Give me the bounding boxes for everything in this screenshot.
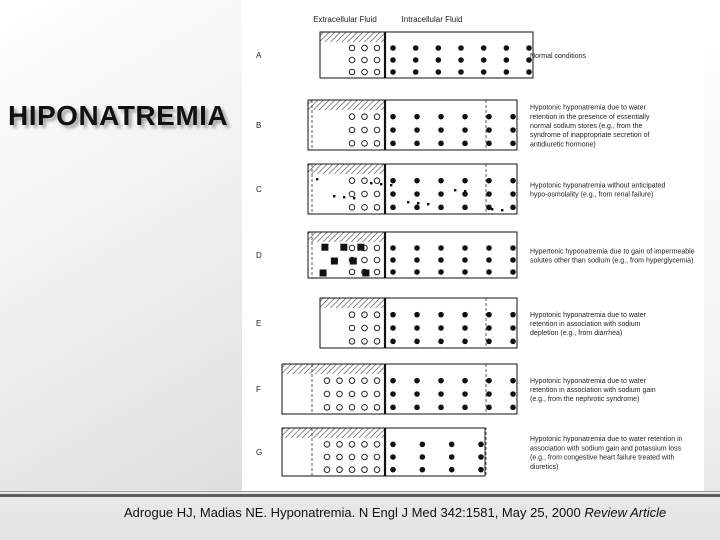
icf-particle <box>458 45 464 51</box>
icf-particle <box>390 442 396 448</box>
ecf-particle <box>374 378 380 384</box>
icf-particle <box>478 442 484 448</box>
panel-caption-line: (e.g., from the nephrotic syndrome) <box>530 396 640 404</box>
icf-particle <box>390 127 396 133</box>
panel-caption-line: Hypotonic hyponatremia due to water <box>530 377 646 385</box>
header-extracellular: Extracellular Fluid <box>313 15 377 24</box>
ecf-particle <box>374 269 380 275</box>
panel-letter: C <box>256 185 262 194</box>
large-solute <box>331 258 338 265</box>
icf-particle <box>414 114 420 120</box>
panel-e <box>256 298 647 348</box>
ecf-particle <box>374 141 380 147</box>
ecf-particle <box>349 442 355 448</box>
ecf-hatch <box>320 32 385 42</box>
icf-particle <box>510 205 516 211</box>
ecf-particle <box>374 325 380 331</box>
icf-particle <box>390 339 396 345</box>
icf-particle <box>390 205 396 211</box>
ecf-particle <box>349 205 355 211</box>
icf-particle <box>414 405 420 411</box>
ecf-particle <box>349 191 355 197</box>
small-solute <box>333 195 335 197</box>
icf-particle <box>390 191 396 197</box>
ecf-particle <box>349 127 355 133</box>
small-solute <box>501 209 503 211</box>
panel-a <box>256 32 587 78</box>
panel-c <box>256 164 666 214</box>
icf-particle <box>504 45 510 51</box>
icf-particle <box>510 405 516 411</box>
icf-particle <box>390 257 396 263</box>
panel-caption-line: syndrome of inappropriate secretion of <box>530 132 650 140</box>
ecf-particle <box>362 467 368 473</box>
ecf-particle <box>362 339 368 345</box>
small-solute <box>343 196 345 198</box>
panel-caption-line: depletion (e.g., from diarrhea) <box>530 330 623 338</box>
ecf-particle <box>324 454 330 460</box>
icf-particle <box>438 205 444 211</box>
header-intracellular: Intracellular Fluid <box>401 15 463 24</box>
ecf-particle <box>362 127 368 133</box>
icf-particle <box>462 312 468 318</box>
ecf-particle <box>374 45 380 51</box>
small-solute <box>390 184 392 186</box>
icf-particle <box>436 69 442 75</box>
icf-particle <box>438 127 444 133</box>
small-solute <box>464 190 466 192</box>
ecf-hatch <box>308 232 385 242</box>
ecf-particle <box>324 442 330 448</box>
icf-particle <box>458 57 464 63</box>
icf-particle <box>449 467 455 473</box>
ecf-particle <box>349 45 355 51</box>
panel-letter: F <box>256 385 261 394</box>
ecf-particle <box>374 245 380 251</box>
icf-particle <box>438 141 444 147</box>
icf-particle <box>414 141 420 147</box>
panel-caption-line: solutes other than sodium (e.g., from hyperglycemia) <box>530 257 694 265</box>
icf-particle <box>462 378 468 384</box>
icf-particle <box>510 127 516 133</box>
icf-particle <box>462 269 468 275</box>
panel-caption-line: Hypotonic hyponatremia due to water <box>530 104 646 112</box>
ecf-particle <box>349 178 355 184</box>
small-solute <box>370 182 372 184</box>
panel-d <box>256 232 695 278</box>
icf-particle <box>390 57 396 63</box>
panel-caption-line: retention in association with sodium <box>530 321 641 328</box>
ecf-particle <box>337 378 343 384</box>
small-solute <box>380 183 382 185</box>
icf-particle <box>462 325 468 331</box>
icf-particle <box>390 391 396 397</box>
ecf-particle <box>374 405 380 411</box>
icf-particle <box>462 141 468 147</box>
icf-particle <box>478 467 484 473</box>
small-solute <box>454 189 456 191</box>
icf-particle <box>486 325 492 331</box>
icf-particle <box>462 339 468 345</box>
ecf-particle <box>349 57 355 63</box>
panel-letter: B <box>256 121 262 130</box>
icf-particle <box>413 69 419 75</box>
large-solute <box>320 269 327 276</box>
citation <box>124 505 684 521</box>
icf-particle <box>486 127 492 133</box>
icf-particle <box>414 205 420 211</box>
icf-particle <box>510 245 516 251</box>
ecf-particle <box>362 312 368 318</box>
icf-particle <box>390 269 396 275</box>
ecf-particle <box>349 245 355 251</box>
panel-caption-line: Hypotonic hyponatremia without anticipated <box>530 182 666 190</box>
icf-particle <box>414 257 420 263</box>
ecf-hatch <box>282 428 385 438</box>
ecf-particle <box>324 467 330 473</box>
fluid-compartment-diagram <box>242 0 704 491</box>
icf-particle <box>510 312 516 318</box>
icf-particle <box>390 141 396 147</box>
ecf-particle <box>349 114 355 120</box>
icf-particle <box>414 325 420 331</box>
icf-particle <box>436 57 442 63</box>
ecf-particle <box>337 467 343 473</box>
icf-particle <box>414 127 420 133</box>
ecf-particle <box>362 57 368 63</box>
citation-text: Adrogue HJ, Madias NE. Hyponatremia. N Engl J Med 342:1581, May 25, 2000 <box>124 505 581 520</box>
ecf-particle <box>362 191 368 197</box>
large-solute <box>350 258 357 265</box>
panel-f <box>256 364 656 414</box>
large-solute <box>357 244 364 251</box>
panel-caption-line: retention in association with sodium gain <box>530 387 656 394</box>
ecf-particle <box>349 325 355 331</box>
icf-particle <box>478 454 484 460</box>
ecf-hatch <box>308 164 385 174</box>
ecf-particle <box>374 191 380 197</box>
panel-caption-line: Hypertonic hyponatremia due to gain of impermeable <box>530 248 695 256</box>
icf-particle <box>414 269 420 275</box>
icf-particle <box>420 467 426 473</box>
icf-particle <box>486 391 492 397</box>
icf-particle <box>486 114 492 120</box>
ecf-particle <box>374 69 380 75</box>
icf-particle <box>390 178 396 184</box>
icf-particle <box>458 69 464 75</box>
icf-particle <box>510 114 516 120</box>
icf-particle <box>390 45 396 51</box>
panel-caption-line: Normal conditions <box>530 53 587 60</box>
slide-title: HIPONATREMIA <box>8 100 229 131</box>
ecf-particle <box>362 391 368 397</box>
icf-particle <box>438 245 444 251</box>
ecf-particle <box>374 114 380 120</box>
ecf-particle <box>349 141 355 147</box>
icf-particle <box>449 454 455 460</box>
icf-particle <box>414 312 420 318</box>
ecf-particle <box>349 69 355 75</box>
icf-particle <box>414 245 420 251</box>
ecf-particle <box>374 339 380 345</box>
panel-letter: A <box>256 51 262 60</box>
icf-particle <box>390 467 396 473</box>
icf-particle <box>481 69 487 75</box>
icf-particle <box>510 178 516 184</box>
icf-particle <box>414 191 420 197</box>
panel-caption-line: retention in the presence of essentially <box>530 113 650 121</box>
icf-particle <box>414 339 420 345</box>
panel-caption-line: (e.g., from congestive heart failure treated with <box>530 454 675 462</box>
icf-particle <box>486 205 492 211</box>
small-solute <box>407 201 409 203</box>
ecf-particle <box>349 312 355 318</box>
ecf-particle <box>349 391 355 397</box>
icf-particle <box>486 269 492 275</box>
small-solute <box>417 202 419 204</box>
ecf-particle <box>362 378 368 384</box>
small-solute <box>491 208 493 210</box>
ecf-particle <box>349 339 355 345</box>
large-solute <box>340 244 347 251</box>
small-solute <box>427 203 429 205</box>
ecf-particle <box>362 141 368 147</box>
icf-particle <box>438 325 444 331</box>
icf-particle <box>438 191 444 197</box>
icf-particle <box>390 69 396 75</box>
icf-particle <box>413 45 419 51</box>
ecf-particle <box>362 257 368 263</box>
icf-particle <box>462 114 468 120</box>
icf-particle <box>414 178 420 184</box>
icf-particle <box>510 191 516 197</box>
icf-particle <box>526 69 532 75</box>
ecf-particle <box>362 442 368 448</box>
small-solute <box>353 197 355 199</box>
panel-caption-line: normal sodium stores (e.g., from the <box>530 123 643 130</box>
icf-particle <box>510 141 516 147</box>
citation-emphasis: Review Article <box>584 505 667 520</box>
icf-particle <box>486 191 492 197</box>
figure-panel <box>242 0 704 491</box>
ecf-particle <box>362 454 368 460</box>
ecf-particle <box>349 454 355 460</box>
large-solute <box>321 244 328 251</box>
icf-particle <box>481 57 487 63</box>
panel-caption-line: association with sodium gain and potassium loss <box>530 445 681 453</box>
ecf-particle <box>374 467 380 473</box>
icf-particle <box>481 45 487 51</box>
icf-particle <box>510 269 516 275</box>
ecf-particle <box>362 114 368 120</box>
panel-g <box>256 428 683 476</box>
panel-caption-line: Hypotonic hyponatremia due to water <box>530 311 646 319</box>
icf-particle <box>420 442 426 448</box>
ecf-particle <box>362 69 368 75</box>
ecf-particle <box>349 269 355 275</box>
icf-particle <box>390 114 396 120</box>
icf-particle <box>390 405 396 411</box>
icf-particle <box>436 45 442 51</box>
icf-particle <box>462 178 468 184</box>
ecf-particle <box>324 391 330 397</box>
icf-particle <box>486 245 492 251</box>
icf-particle <box>462 405 468 411</box>
icf-particle <box>510 339 516 345</box>
ecf-particle <box>362 405 368 411</box>
ecf-particle <box>374 178 380 184</box>
icf-particle <box>414 378 420 384</box>
ecf-hatch <box>308 100 385 110</box>
icf-particle <box>504 57 510 63</box>
icf-particle <box>420 454 426 460</box>
icf-particle <box>462 391 468 397</box>
ecf-particle <box>337 405 343 411</box>
icf-particle <box>438 378 444 384</box>
icf-particle <box>486 405 492 411</box>
ecf-particle <box>374 257 380 263</box>
large-solute <box>362 269 369 276</box>
icf-particle <box>462 205 468 211</box>
icf-particle <box>486 378 492 384</box>
small-solute <box>316 178 318 180</box>
icf-particle <box>438 257 444 263</box>
ecf-particle <box>337 442 343 448</box>
footer-rule-thin <box>0 491 720 492</box>
ecf-hatch <box>320 298 385 308</box>
ecf-particle <box>349 405 355 411</box>
icf-particle <box>486 178 492 184</box>
ecf-particle <box>337 454 343 460</box>
ecf-particle <box>362 205 368 211</box>
icf-particle <box>438 391 444 397</box>
icf-particle <box>438 405 444 411</box>
ecf-particle <box>374 57 380 63</box>
ecf-particle <box>362 45 368 51</box>
icf-particle <box>438 269 444 275</box>
ecf-particle <box>374 127 380 133</box>
icf-particle <box>510 378 516 384</box>
ecf-particle <box>324 378 330 384</box>
icf-particle <box>438 178 444 184</box>
ecf-particle <box>324 405 330 411</box>
icf-particle <box>486 141 492 147</box>
icf-particle <box>486 339 492 345</box>
ecf-particle <box>374 454 380 460</box>
ecf-particle <box>337 391 343 397</box>
panel-caption-line: antidiuretic hormone) <box>530 141 596 149</box>
ecf-particle <box>374 312 380 318</box>
icf-particle <box>413 57 419 63</box>
panel-caption-line: hypo-osmolality (e.g., from renal failure) <box>530 191 654 199</box>
ecf-particle <box>349 378 355 384</box>
icf-particle <box>390 325 396 331</box>
icf-particle <box>510 391 516 397</box>
ecf-hatch <box>282 364 385 374</box>
ecf-particle <box>374 205 380 211</box>
panel-letter: E <box>256 319 262 328</box>
icf-particle <box>414 391 420 397</box>
icf-particle <box>438 114 444 120</box>
ecf-particle <box>349 467 355 473</box>
icf-particle <box>510 325 516 331</box>
icf-particle <box>390 312 396 318</box>
icf-particle <box>486 257 492 263</box>
ecf-particle <box>374 391 380 397</box>
icf-particle <box>449 442 455 448</box>
footer-rule-thick <box>0 494 720 497</box>
icf-particle <box>462 245 468 251</box>
left-background-panel <box>0 0 242 490</box>
ecf-particle <box>362 178 368 184</box>
icf-particle <box>462 257 468 263</box>
panel-letter: D <box>256 251 262 260</box>
icf-particle <box>526 45 532 51</box>
icf-particle <box>462 127 468 133</box>
ecf-particle <box>374 442 380 448</box>
icf-particle <box>390 454 396 460</box>
icf-particle <box>438 339 444 345</box>
panel-letter: G <box>256 448 263 457</box>
icf-particle <box>390 378 396 384</box>
icf-particle <box>438 312 444 318</box>
ecf-particle <box>362 325 368 331</box>
icf-particle <box>510 257 516 263</box>
icf-particle <box>486 312 492 318</box>
panel-b <box>256 100 650 150</box>
icf-particle <box>504 69 510 75</box>
icf-particle <box>390 245 396 251</box>
panel-caption-line: diuretics) <box>530 463 559 471</box>
panel-caption-line: Hypotonic hyponatremia due to water retention in <box>530 436 683 444</box>
